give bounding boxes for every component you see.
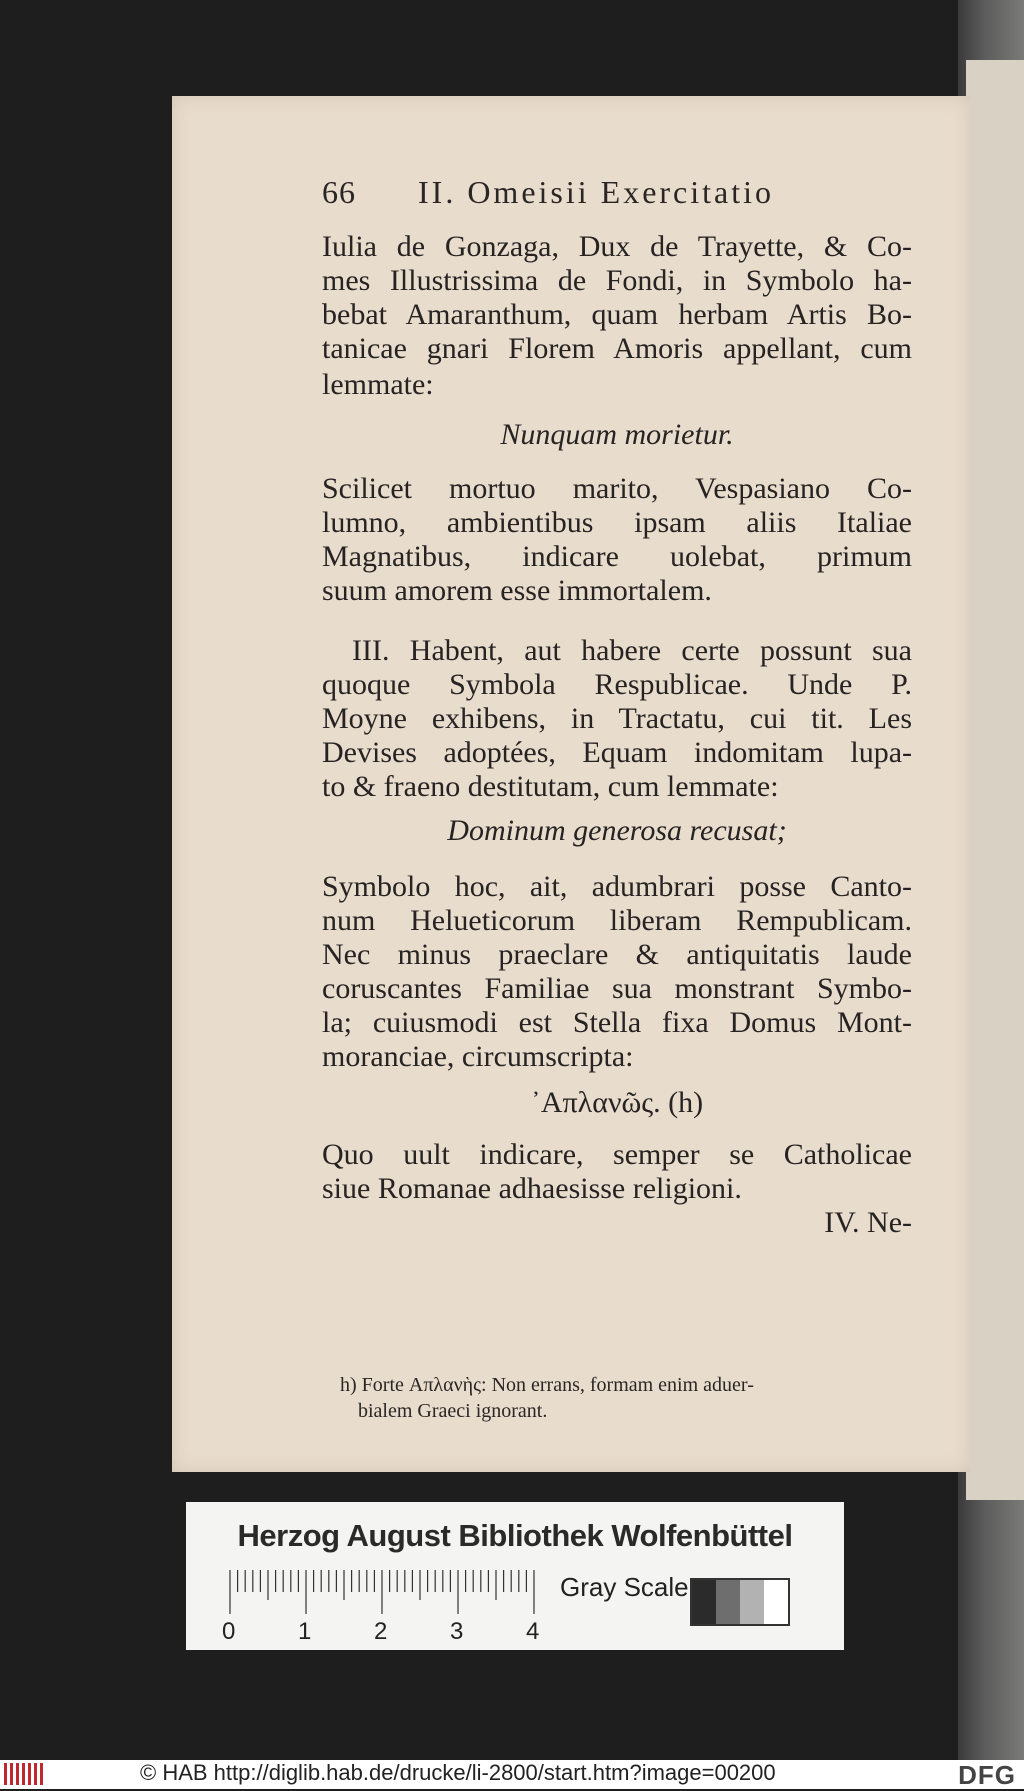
- gray-scale-label: Gray Scale: [560, 1572, 689, 1602]
- gray-swatch: [764, 1580, 788, 1624]
- copyright-url[interactable]: © HAB http://diglib.hab.de/drucke/li-2800/start.htm?image=00200: [140, 1760, 776, 1785]
- page-number: 66: [322, 174, 356, 210]
- viewer-footer: [0, 1760, 1024, 1789]
- text-line: mes Illustrissima de Fondi, in Symbolo ha-: [322, 264, 912, 297]
- color-reference-card: [186, 1502, 844, 1650]
- text-line: Devises adoptées, Equam indomitam lupa-: [322, 736, 912, 769]
- gray-scale-swatches: [690, 1578, 790, 1626]
- text-line: lumno, ambientibus ipsam aliis Italiae: [322, 506, 912, 539]
- text-line: Moyne exhibens, in Tractatu, cui tit. Les: [322, 702, 912, 735]
- dfg-logo: DFG: [958, 1760, 1016, 1790]
- text-line: Quo uult indicare, semper se Catholicae: [322, 1138, 912, 1171]
- ruler-number: 3: [450, 1618, 464, 1645]
- footnote-line-1: h) Forte Απλανὴς: Non errans, formam enim aduer-: [340, 1374, 754, 1396]
- text-line: Iulia de Gonzaga, Dux de Trayette, & Co-: [322, 230, 912, 263]
- text-line: III. Habent, aut habere certe possunt sua: [352, 634, 912, 667]
- ruler-number: 1: [298, 1618, 312, 1645]
- text-line: Symbolo hoc, ait, adumbrari posse Canto-: [322, 870, 912, 903]
- running-title: II. Omeisii Exercitatio: [418, 174, 775, 210]
- adjacent-page-edge: [966, 60, 1024, 1500]
- text-line: tanicae gnari Florem Amoris appellant, cum: [322, 332, 912, 365]
- library-name: Herzog August Bibliothek Wolfenbüttel: [237, 1518, 793, 1553]
- ruler-number: 2: [374, 1618, 388, 1645]
- gray-swatch: [716, 1580, 740, 1624]
- text-line: to & fraeno destitutam, cum lemmate:: [322, 770, 779, 803]
- gray-swatch: [740, 1580, 764, 1624]
- text-line: Scilicet mortuo marito, Vespasiano Co-: [322, 472, 912, 505]
- text-line: la; cuiusmodi est Stella fixa Domus Mont-: [322, 1006, 912, 1039]
- page-header: [322, 174, 912, 214]
- text-line: suum amorem esse immortalem.: [322, 574, 712, 607]
- text-line: Nunquam morietur.: [500, 418, 734, 451]
- book-page: [172, 96, 970, 1472]
- ruler-number: 4: [526, 1618, 540, 1645]
- footnote-line-2: bialem Graeci ignorant.: [358, 1400, 548, 1422]
- ruler-number: 0: [222, 1618, 236, 1645]
- text-line: quoque Symbola Respublicae. Unde P.: [322, 668, 912, 701]
- text-line: Nec minus praeclare & antiquitatis laude: [322, 938, 912, 971]
- gray-swatch: [692, 1580, 716, 1624]
- text-line: coruscantes Familiae sua monstrant Symbo-: [322, 972, 912, 1005]
- scale-ruler: [228, 1570, 538, 1614]
- text-line: bebat Amaranthum, quam herbam Artis Bo-: [322, 298, 912, 331]
- text-line: Dominum generosa recusat;: [447, 814, 787, 847]
- text-line: lemmate:: [322, 368, 434, 401]
- hab-logo-icon: [4, 1763, 46, 1785]
- text-line: num Helueticorum liberam Rempublicam.: [322, 904, 912, 937]
- text-line: IV. Ne-: [824, 1206, 912, 1239]
- text-line: siue Romanae adhaesisse religioni.: [322, 1172, 742, 1205]
- text-line: ᾿Απλανῶς. (h): [530, 1086, 704, 1119]
- text-line: Magnatibus, indicare uolebat, primum: [322, 540, 912, 573]
- text-line: moranciae, circumscripta:: [322, 1040, 634, 1073]
